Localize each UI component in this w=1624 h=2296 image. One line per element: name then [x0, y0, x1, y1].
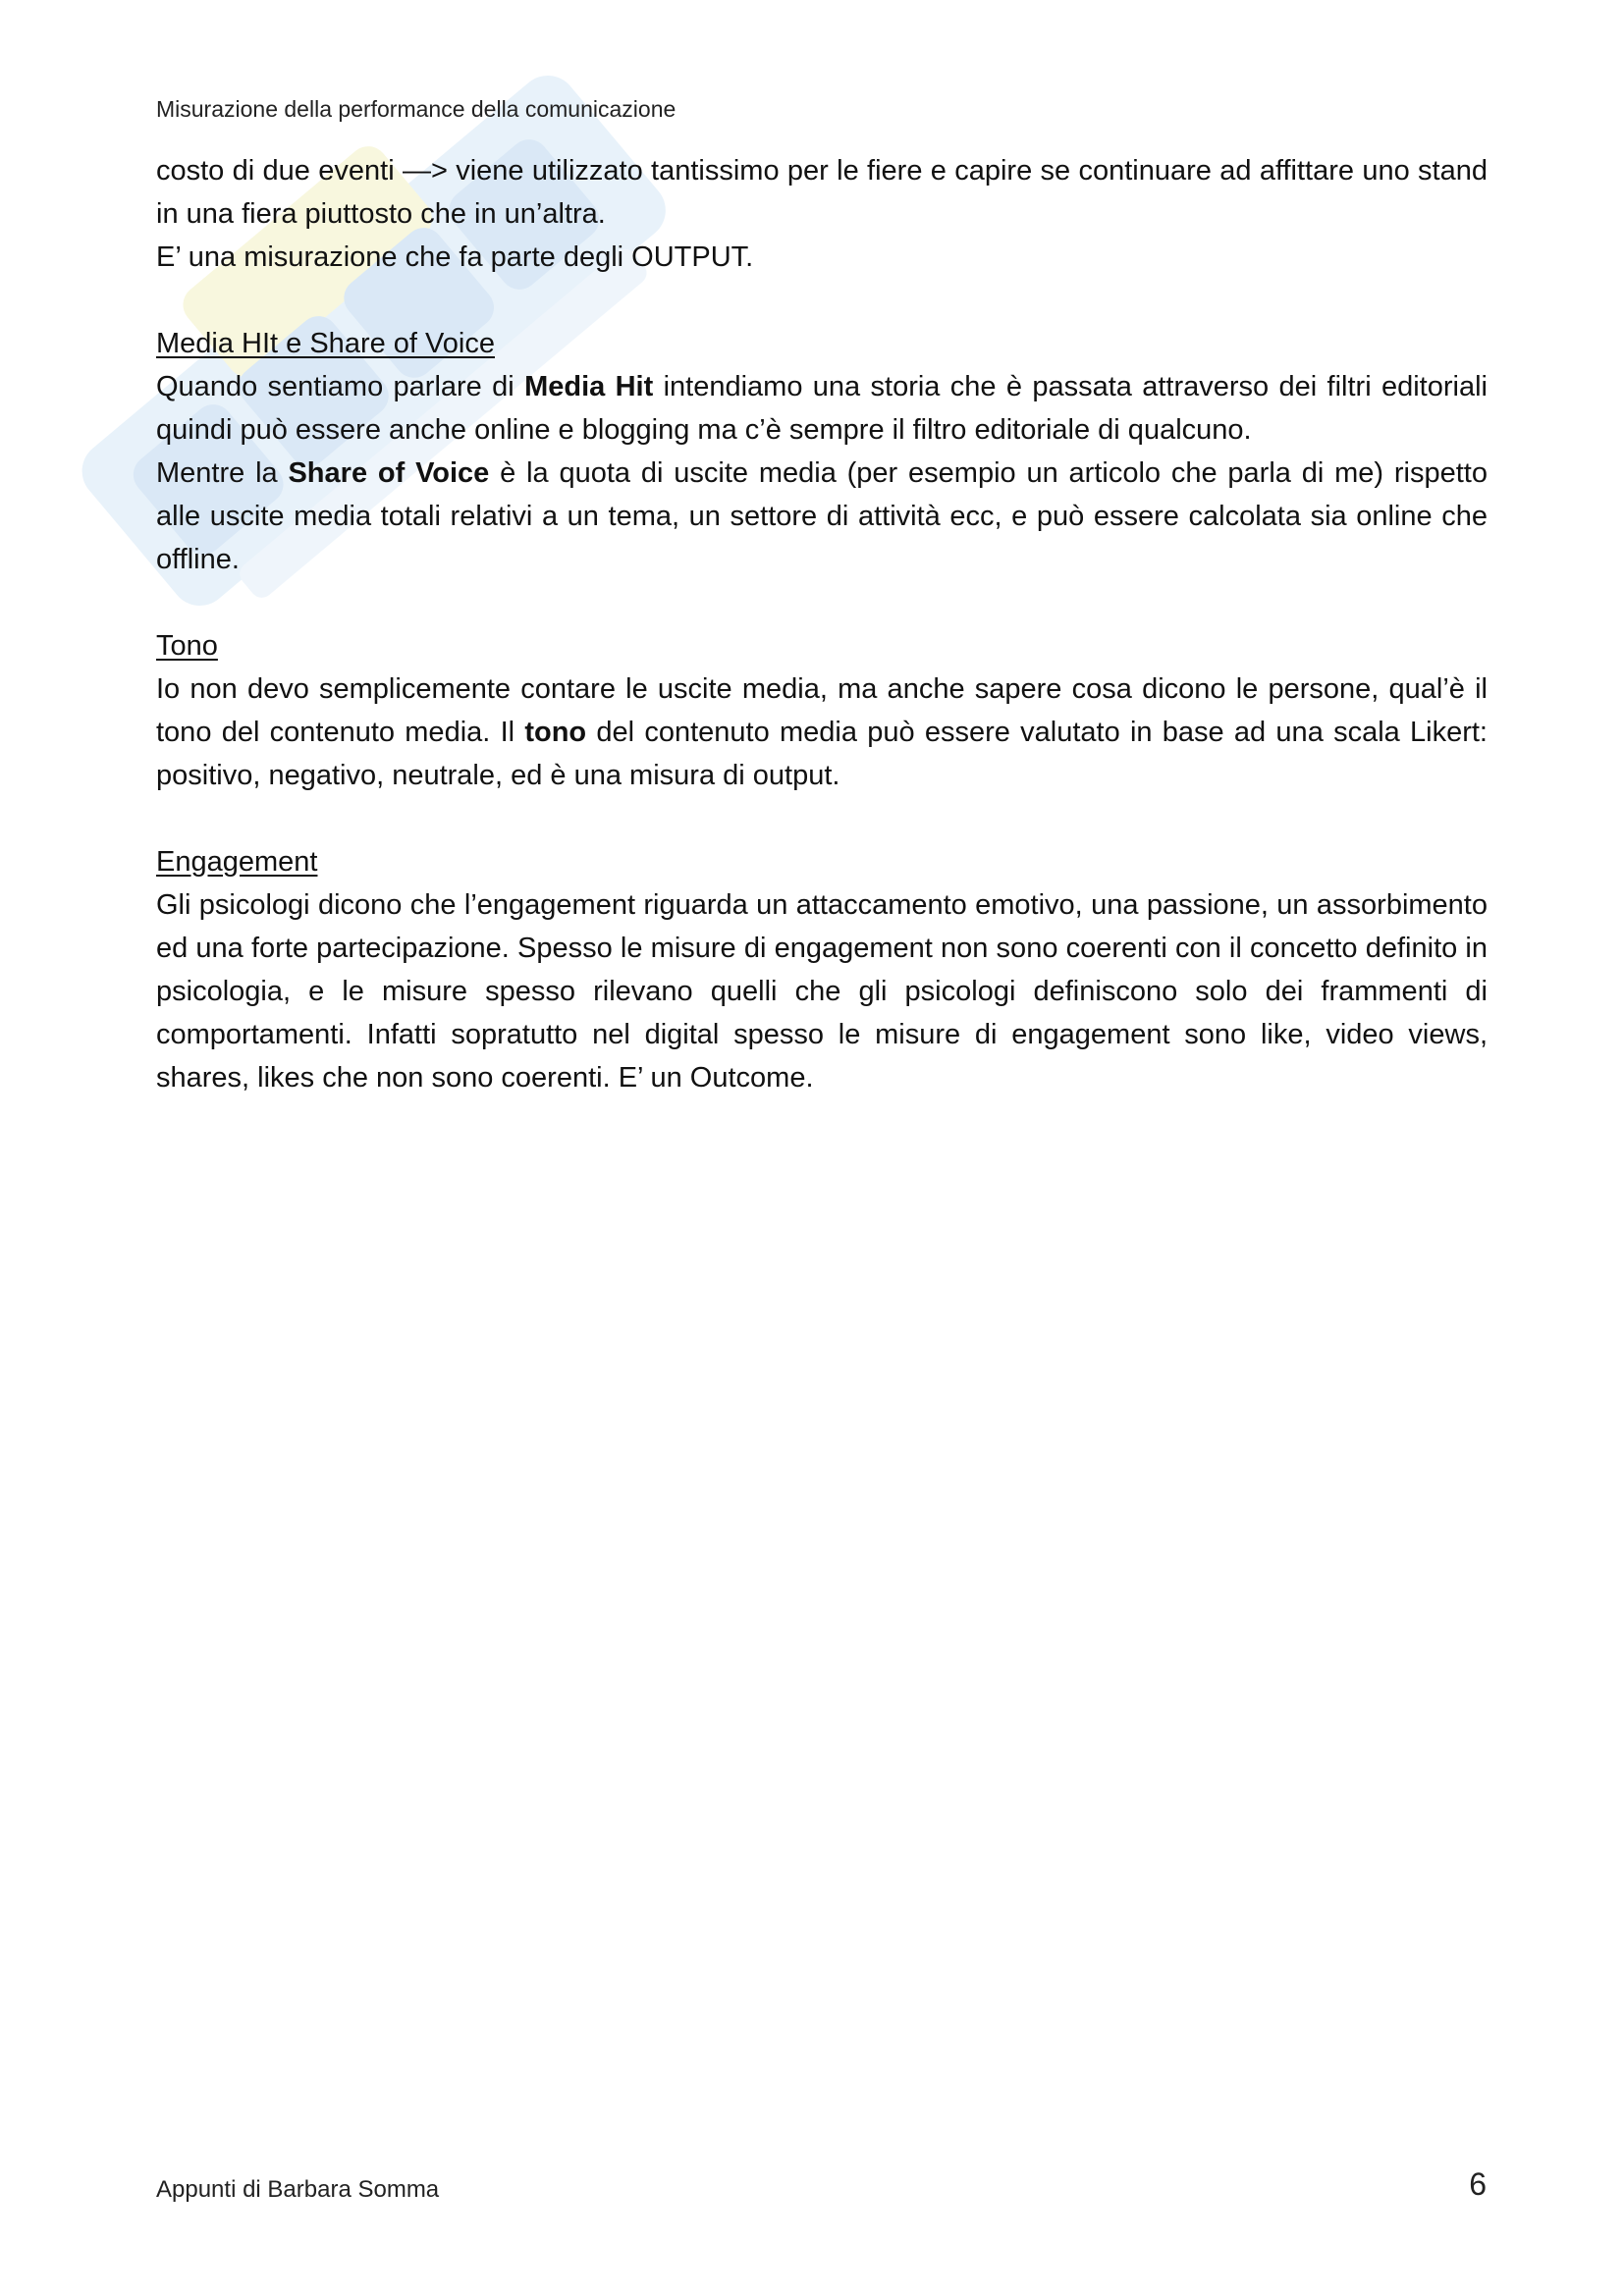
term-media-hit: Media Hit [524, 371, 654, 402]
engagement-paragraph: Gli psicologi dicono che l’engagement riguarda un attaccamento emotivo, una passione, un assorbimento ed una forte partecipazione. Spesso le misure di engagement non sono coerenti con il concetto definito in psicologia, e le misure spesso rilevano quelli che gli psicologi definiscono solo dei frammenti di comportamenti. Infatti sopratutto nel digital spesso le misure di engagement sono like, video views, shares, likes che non sono coerenti. E’ un Outcome. [156, 889, 1488, 1094]
section-heading-tono: Tono [156, 630, 218, 662]
media-hit-paragraph: Quando sentiamo parlare di Media Hit intendiamo una storia che è passata attraverso dei filtri editoriali quindi può essere anche online e blogging ma c’è sempre il filtro editoriale di qualcuno. [156, 371, 1488, 446]
term-share-of-voice: Share of Voice [288, 457, 490, 489]
intro-output-note: E’ una misurazione che fa parte degli OUTPUT. [156, 241, 754, 273]
page-number: 6 [1469, 2166, 1487, 2202]
term-tono: tono [524, 717, 587, 748]
page-content [156, 149, 1488, 1099]
footer-author: Appunti di Barbara Somma [156, 2176, 440, 2203]
section-heading-engagement: Engagement [156, 846, 318, 878]
running-header: Misurazione della performance della comunicazione [156, 96, 677, 122]
tono-paragraph: Io non devo semplicemente contare le uscite media, ma anche sapere cosa dicono le persone, qual’è il tono del contenuto media. Il tono del contenuto media può essere valutato in base ad una scala Likert: positivo, negativo, neutrale, ed è una misura di output. [156, 673, 1488, 791]
intro-paragraph: costo di due eventi —> viene utilizzato tantissimo per le fiere e capire se continuare ad affittare uno stand in una fiera piuttosto che in un’altra. [156, 155, 1488, 230]
section-heading-media-hit: Media HIt e Share of Voice [156, 328, 495, 359]
share-of-voice-paragraph: Mentre la Share of Voice è la quota di uscite media (per esempio un articolo che parla di me) rispetto alle uscite media totali relativi a un tema, un settore di attività ecc, e può essere calcolata sia online che offline. [156, 457, 1488, 575]
